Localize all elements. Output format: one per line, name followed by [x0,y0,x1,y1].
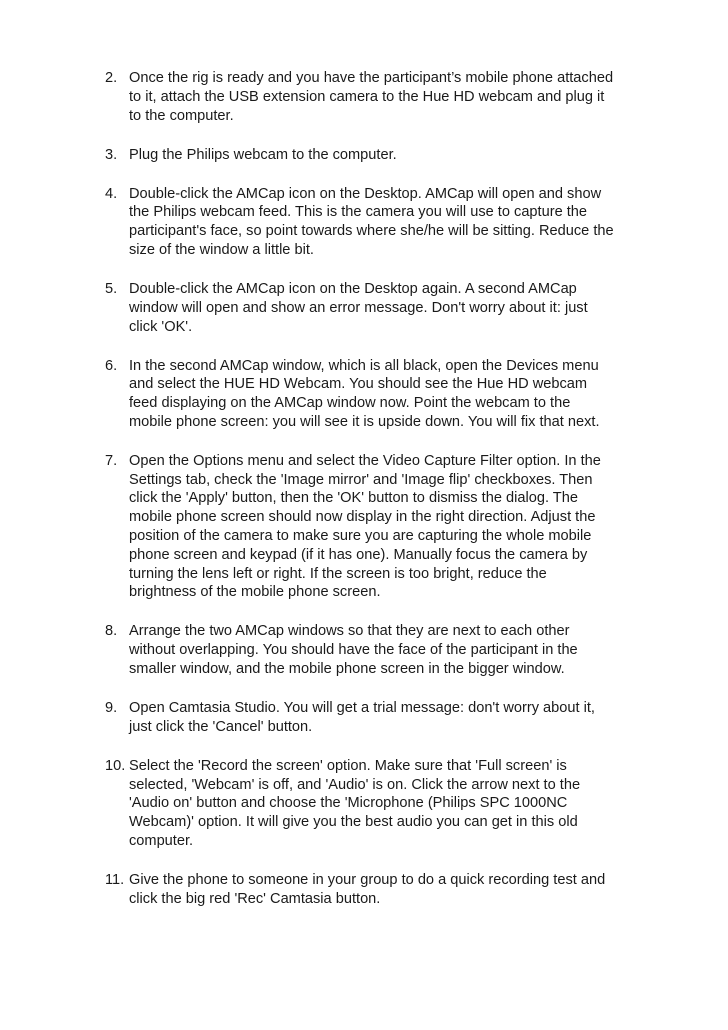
step-number: 6. [105,357,118,374]
list-item [105,69,665,125]
step-text-line: position of the camera to make sure you are capturing the whole mobile [129,528,592,545]
list-item [105,357,665,432]
step-text-line: mobile phone screen should now display in the right direction. Adjust the [129,509,596,526]
step-text-line: Double-click the AMCap icon on the Desktop again. A second AMCap [129,280,577,297]
step-text-line: Once the rig is ready and you have the participant’s mobile phone attached [129,70,614,86]
step-text-line: smaller window, and the mobile phone screen in the bigger window. [129,661,565,678]
list-item [105,146,665,165]
step-text-line: Open the Options menu and select the Video Capture Filter option. In the [129,452,601,469]
list-item [105,871,665,909]
step-text-line: just click the 'Cancel' button. [129,718,313,735]
list-item [105,699,665,737]
step-number: 3. [105,146,118,163]
list-item [105,757,665,851]
step-text-line: Give the phone to someone in your group to do a quick recording test and [129,871,606,888]
step-text-line: phone screen and keypad (if it has one). Manually focus the camera by [129,546,588,563]
step-number: 11. [105,871,125,888]
step-text-line: selected, 'Webcam' is off, and 'Audio' is on. Click the arrow next to the [129,776,581,793]
step-text-line: computer. [129,833,194,849]
step-text-line: 'Audio on' button and choose the 'Microphone (Philips SPC 1000NC [129,795,568,812]
step-text-line: size of the window a little bit. [129,241,314,258]
step-text-line: the Philips webcam feed. This is the camera you will use to capture the [129,204,588,221]
step-text-line: Open Camtasia Studio. You will get a trial message: don't worry about it, [129,700,595,717]
step-number: 5. [105,280,118,297]
step-text-line: Plug the Philips webcam to the computer. [129,146,397,163]
step-number: 9. [105,700,118,717]
instruction-list [105,69,665,929]
step-text-line: Webcam)' option. It will give you the best audio you can get in this old [129,814,578,831]
step-text-line: participant's face, so point towards where she/he will be sitting. Reduce the [129,223,614,240]
step-text-line: to it, attach the USB extension camera to the Hue HD webcam and plug it [129,88,605,105]
step-text-line: mobile phone screen: you will see it is upside down. You will fix that next. [129,413,600,430]
step-text-line: Settings tab, check the 'Image mirror' and 'Image flip' checkboxes. Then [129,471,593,488]
step-text-line: In the second AMCap window, which is all black, open the Devices menu [129,357,599,374]
list-item [105,280,665,336]
step-text-line: to the computer. [129,107,234,124]
step-text-line: turning the lens left or right. If the screen is too bright, reduce the [129,565,547,582]
list-item [105,452,665,602]
step-text-line: window will open and show an error message. Don't worry about it: just [129,299,588,316]
step-text-line: Double-click the AMCap icon on the Desktop. AMCap will open and show [129,185,602,202]
step-text-line: Select the 'Record the screen' option. Make sure that 'Full screen' is [129,757,567,774]
step-text-line: Arrange the two AMCap windows so that they are next to each other [129,623,570,640]
step-text-line: brightness of the mobile phone screen. [129,584,381,601]
step-text-line: click the 'Apply' button, then the 'OK' button to dismiss the dialog. The [129,490,578,507]
step-number: 10. [105,757,126,774]
list-item [105,622,665,678]
step-number: 2. [105,70,118,86]
step-number: 7. [105,452,118,469]
list-item [105,185,665,260]
step-text-line: feed displaying on the AMCap window now. Point the webcam to the [129,395,571,412]
step-number: 8. [105,623,118,640]
step-number: 4. [105,185,118,202]
step-text-line: click 'OK'. [129,318,193,335]
step-text-line: click the big red 'Rec' Camtasia button. [129,890,381,907]
step-text-line: without overlapping. You should have the face of the participant in the [129,642,578,659]
step-text-line: and select the HUE HD Webcam. You should see the Hue HD webcam [129,376,588,393]
